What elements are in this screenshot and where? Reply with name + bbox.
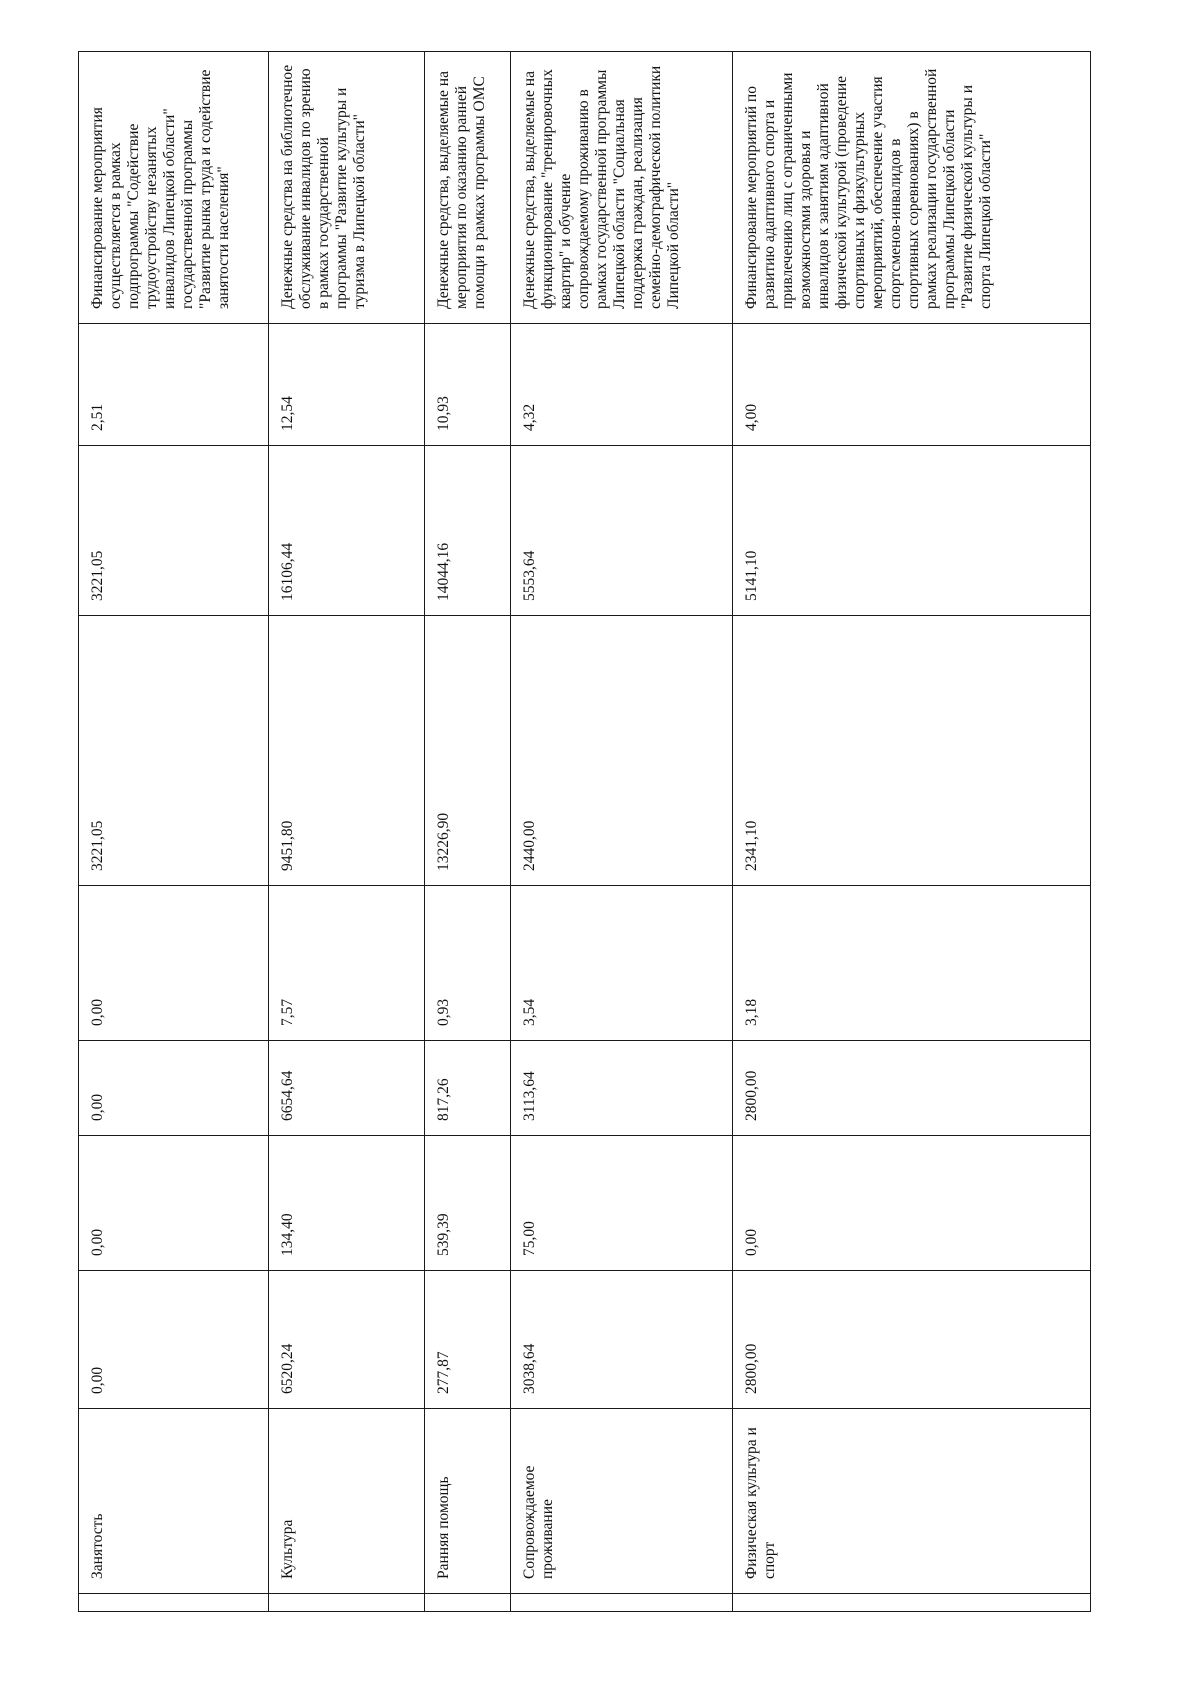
value-cell: 3038,64 <box>511 1271 733 1409</box>
description-cell: Денежные средства, выделяемые на функционирование "тренировочных квартир" и обучение сопровождаемому проживанию в рамках государственной программы Липецкой области "Социальная поддержка граждан, реализация семейно-демографической политики Липецкой области" <box>511 52 733 324</box>
value-cell: 5553,64 <box>511 446 733 616</box>
value-cell: 3221,05 <box>79 446 269 616</box>
value-cell: 3,54 <box>511 886 733 1041</box>
row-stub-cell <box>79 1594 269 1612</box>
value-cell: 277,87 <box>425 1271 511 1409</box>
table-row <box>733 52 1091 1612</box>
category-cell: Сопровождаемое проживание <box>511 1409 733 1594</box>
rotated-document-page <box>78 52 1090 1612</box>
row-stub-cell <box>511 1594 733 1612</box>
value-cell: 14044,16 <box>425 446 511 616</box>
value-cell: 12,54 <box>269 324 425 446</box>
value-cell: 3221,05 <box>79 616 269 886</box>
value-cell: 2800,00 <box>733 1041 1091 1136</box>
value-cell: 7,57 <box>269 886 425 1041</box>
category-cell: Физическая культура и спорт <box>733 1409 1091 1594</box>
value-cell: 10,93 <box>425 324 511 446</box>
row-stub-cell <box>269 1594 425 1612</box>
value-cell: 0,93 <box>425 886 511 1041</box>
value-cell: 16106,44 <box>269 446 425 616</box>
table-row <box>425 52 511 1612</box>
row-stub-cell <box>733 1594 1091 1612</box>
value-cell: 0,00 <box>79 1271 269 1409</box>
value-cell: 4,00 <box>733 324 1091 446</box>
value-cell: 9451,80 <box>269 616 425 886</box>
value-cell: 0,00 <box>79 1136 269 1271</box>
value-cell: 2341,10 <box>733 616 1091 886</box>
value-cell: 2440,00 <box>511 616 733 886</box>
value-cell: 817,26 <box>425 1041 511 1136</box>
value-cell: 2800,00 <box>733 1271 1091 1409</box>
value-cell: 0,00 <box>79 1041 269 1136</box>
value-cell: 539,39 <box>425 1136 511 1271</box>
value-cell: 0,00 <box>79 886 269 1041</box>
description-cell: Финансирование мероприятий по развитию адаптивного спорта и привлечению лиц с ограниченными возможностями здоровья и инвалидов к занятиям адаптивной физической культурой (проведение спортивных и физкультурных мероприятий, обеспечение участия спортсменов-инвалидов в спортивных соревнованиях) в рамках реализации государственной программы Липецкой области "Развитие физической культуры и спорта Липецкой области" <box>733 52 1091 324</box>
row-stub-cell <box>425 1594 511 1612</box>
description-cell: Денежные средства, выделяемые на мероприятия по оказанию ранней помощи в рамках программы ОМС <box>425 52 511 324</box>
table-row <box>79 52 269 1612</box>
value-cell: 3,18 <box>733 886 1091 1041</box>
description-cell: Финансирование мероприятия осуществляется в рамках подпрограммы "Содействие трудоустройству незанятых инвалидов Липецкой области" государственной программы "Развитие рынка труда и содействие занятости населения" <box>79 52 269 324</box>
value-cell: 13226,90 <box>425 616 511 886</box>
value-cell: 134,40 <box>269 1136 425 1271</box>
category-cell: Культура <box>269 1409 425 1594</box>
category-cell: Ранняя помощь <box>425 1409 511 1594</box>
value-cell: 6520,24 <box>269 1271 425 1409</box>
value-cell: 2,51 <box>79 324 269 446</box>
category-cell: Занятость <box>79 1409 269 1594</box>
table-row <box>269 52 425 1612</box>
value-cell: 6654,64 <box>269 1041 425 1136</box>
value-cell: 5141,10 <box>733 446 1091 616</box>
table-row <box>511 52 733 1612</box>
description-cell: Денежные средства на библиотечное обслуживание инвалидов по зрению в рамках государственной программы "Развитие культуры и туризма в Липецкой области" <box>269 52 425 324</box>
value-cell: 0,00 <box>733 1136 1091 1271</box>
value-cell: 75,00 <box>511 1136 733 1271</box>
value-cell: 4,32 <box>511 324 733 446</box>
funding-table <box>78 51 1091 1612</box>
value-cell: 3113,64 <box>511 1041 733 1136</box>
